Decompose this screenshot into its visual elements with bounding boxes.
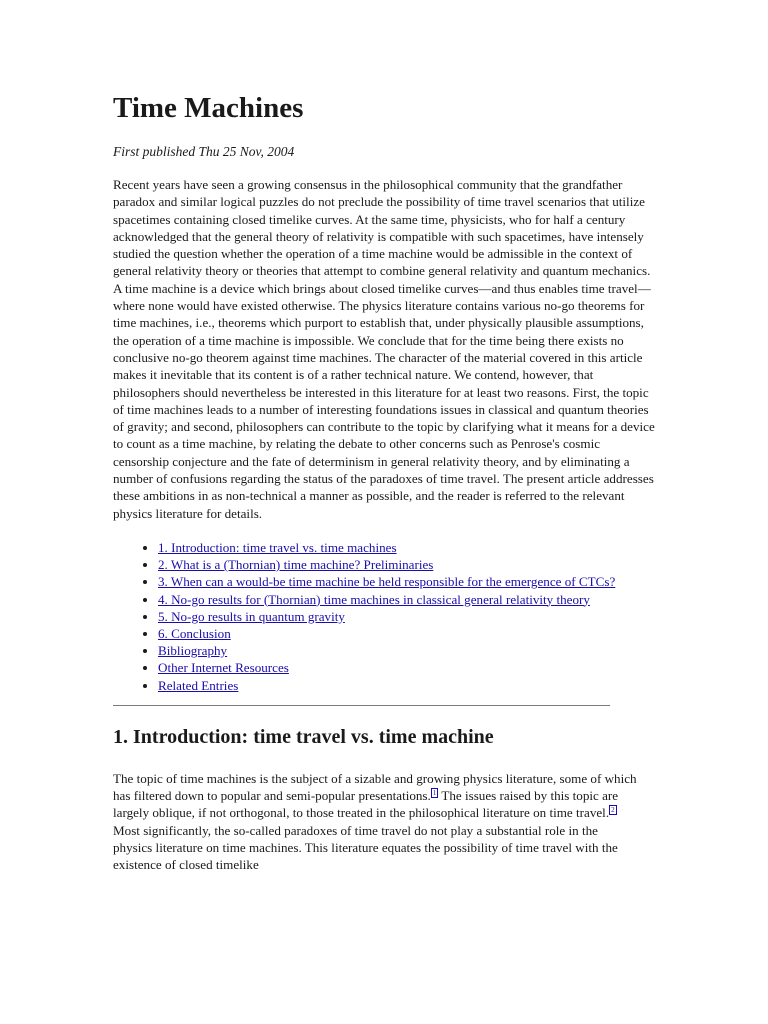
article-content xyxy=(113,88,663,874)
toc-link-bibliography[interactable]: Bibliography xyxy=(158,643,228,659)
footnote-link-2[interactable]: 2 xyxy=(611,806,615,814)
toc-item xyxy=(158,677,663,694)
toc-link-nogo-classical[interactable]: 4. No-go results for (Thornian) time machines in classical general relativity theory xyxy=(158,591,590,607)
table-of-contents xyxy=(113,539,663,694)
paragraph-text: The topic of time machines is the subject of a sizable and growing physics literature, some of which has filtered down to popular and semi-popular presentations. xyxy=(113,770,637,804)
horizontal-divider xyxy=(113,705,610,706)
publication-date: First published Thu 25 Nov, 2004 xyxy=(113,144,295,159)
article-title: Time Machines xyxy=(113,92,304,124)
footnote-marker xyxy=(609,805,617,815)
abstract-paragraph: Recent years have seen a growing consensus in the philosophical community that the grandfather paradox and similar logical puzzles do not preclude the possibility of time travel scenarios that utilize spacetimes containing closed timelike curves. At the same time, physicists, who for half a century acknowledged that the general theory of relativity is compatible with such spacetimes, have intensely studied the question whether the operation of a time machine would be admissible in the context of general relativity theory or theories that attempt to combine general relativity and quantum mechanics. A time machine is a device which brings about closed timelike curves—and thus enables time travel—where none would have existed otherwise. The physics literature contains various no-go theorems for time machines, i.e., theorems which purport to establish that, under physically plausible assumptions, the operation of a time machine is impossible. We conclude that for the time being there exists no conclusive no-go theorem against time machines. The character of the material covered in this article makes it inevitable that its content is of a rather technical nature. We contend, however, that philosophers should nevertheless be interested in this literature for at least two reasons. First, the topic of time machines leads to a number of interesting foundations issues in classical and quantum theories of gravity; and second, philosophers can contribute to the topic by clarifying what it means for a device to count as a time machine, by relating the debate to other concerns such as Penrose's cosmic censorship conjecture and the fate of determinism in general relativity theory, and by eliminating a number of confusions regarding the status of the paradoxes of time travel. The present article addresses these ambitions in as non-technical a manner as possible, and the reader is referred to the relevant physics literature for details. xyxy=(113,177,655,521)
toc-item xyxy=(158,642,663,659)
toc-item xyxy=(158,608,663,625)
toc-item xyxy=(158,659,663,676)
toc-link-related-entries[interactable]: Related Entries xyxy=(158,677,239,693)
toc-item xyxy=(158,591,663,608)
toc-link-conclusion[interactable]: 6. Conclusion xyxy=(158,625,231,641)
footnote-link-1[interactable]: 1 xyxy=(432,788,437,797)
toc-link-introduction[interactable]: 1. Introduction: time travel vs. time machines xyxy=(158,539,397,555)
toc-item xyxy=(158,556,663,573)
section-paragraph xyxy=(113,770,638,874)
section-heading: 1. Introduction: time travel vs. time machine xyxy=(113,725,494,748)
paragraph-text: Most significantly, the so-called paradoxes of time travel do not play a substantial role in the physics literature on time machines. This literature equates the possibility of time travel with the existence of closed timelike xyxy=(113,822,618,873)
toc-link-responsible-ctcs[interactable]: 3. When can a would-be time machine be held responsible for the emergence of CTCs? xyxy=(158,574,616,590)
toc-link-internet-resources[interactable]: Other Internet Resources xyxy=(158,660,289,676)
toc-link-nogo-quantum[interactable]: 5. No-go results in quantum gravity xyxy=(158,608,345,624)
toc-item xyxy=(158,625,663,642)
paragraph-text: The issues raised by this topic are largely oblique, if not orthogonal, to those treated in the philosophical literature on time travel. xyxy=(113,788,619,821)
toc-item xyxy=(158,573,663,590)
toc-item xyxy=(158,539,663,556)
toc-link-thornian-preliminaries[interactable]: 2. What is a (Thornian) time machine? Preliminaries xyxy=(158,557,434,573)
